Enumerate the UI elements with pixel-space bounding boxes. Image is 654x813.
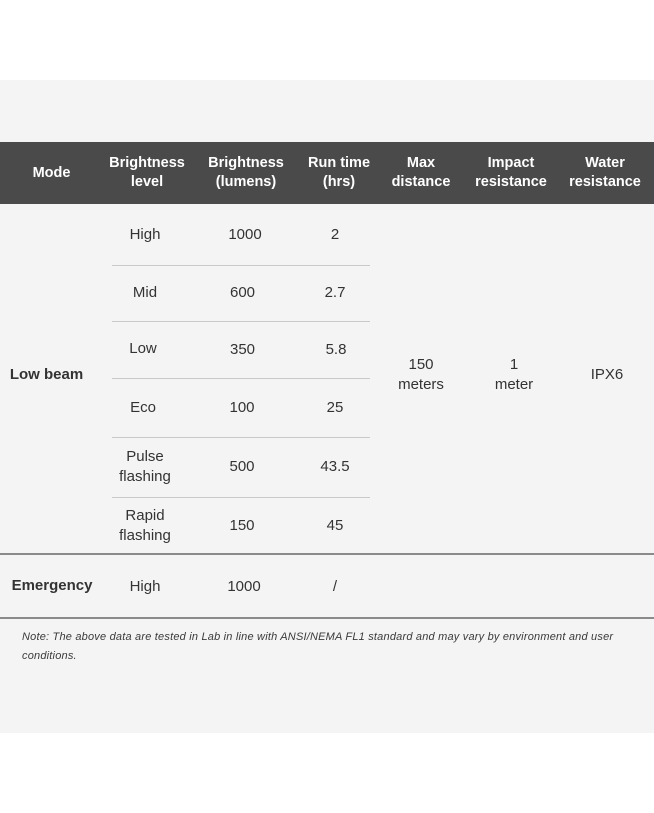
header-brightness-lumens: Brightness (lumens) <box>208 155 284 190</box>
row-divider <box>112 265 370 266</box>
table-row-runtime: 2.7 <box>324 284 346 301</box>
table-header <box>0 142 654 204</box>
table-row-lumens: 150 <box>229 517 255 534</box>
header-brightness-level: Brightness level <box>109 155 185 190</box>
water-resistance-value: IPX6 <box>590 366 624 383</box>
header-max-distance: Max distance <box>391 155 451 190</box>
table-row-lumens: 500 <box>229 458 255 475</box>
header-impact-resistance: Impact resistance <box>475 155 547 190</box>
mode-emergency: Emergency <box>11 577 93 594</box>
table-row-level: Low <box>129 340 157 357</box>
header-mode: Mode <box>32 164 71 181</box>
table-row-level: Eco <box>130 399 156 416</box>
table-row-level: Mid <box>132 284 158 301</box>
table-row-runtime: 25 <box>326 399 344 416</box>
mode-low-beam: Low beam <box>9 366 84 383</box>
row-divider <box>112 497 370 498</box>
emergency-level: High <box>129 578 161 595</box>
table-row-level: High <box>129 226 161 243</box>
row-divider <box>112 378 370 379</box>
header-run-time: Run time (hrs) <box>307 155 371 190</box>
table-row-lumens: 1000 <box>228 226 262 243</box>
table-row-runtime: 45 <box>326 517 344 534</box>
table-row-level: Pulse flashing <box>119 448 171 485</box>
table-row-lumens: 350 <box>229 341 256 358</box>
header-water-resistance: Water resistance <box>569 155 641 190</box>
table-row-runtime: 43.5 <box>320 458 350 475</box>
footnote: Note: The above data are tested in Lab in line with ANSI/NEMA FL1 standard and may vary by environment and user conditions. <box>22 631 614 662</box>
table-row-lumens: 100 <box>229 399 255 416</box>
emergency-lumens: 1000 <box>227 578 261 595</box>
max-distance-value: 150 meters <box>398 356 444 393</box>
table-row-lumens: 600 <box>229 284 256 301</box>
section-divider <box>0 553 654 555</box>
table-bottom-divider <box>0 617 654 619</box>
row-divider <box>112 437 370 438</box>
table-row-level: Rapid flashing <box>119 507 171 544</box>
emergency-runtime: / <box>332 578 338 595</box>
table-row-runtime: 2 <box>330 226 340 243</box>
row-divider <box>112 321 370 322</box>
table-row-runtime: 5.8 <box>325 341 347 358</box>
impact-resistance-value: 1 meter <box>494 356 534 393</box>
